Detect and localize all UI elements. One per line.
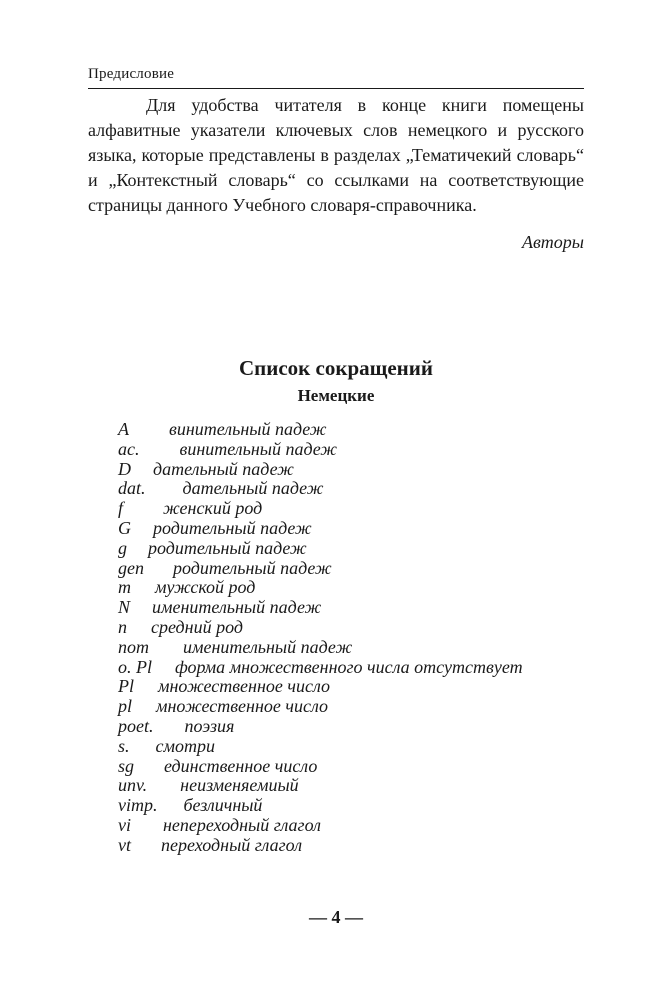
abbreviation-entry bbox=[118, 499, 523, 519]
abbreviation-term: A bbox=[118, 419, 129, 439]
abbreviation-entry bbox=[118, 519, 523, 539]
abbreviation-term: o. Pl bbox=[118, 656, 152, 677]
abbreviation-entry bbox=[118, 796, 523, 816]
abbreviation-meaning: дательный падеж bbox=[153, 458, 294, 479]
preface-paragraph: Для удобства читателя в конце книги помещены алфавитные указатели ключевых слов немецкого и русского языка, которые представлены в разделах „Тематичекий словарь“ и „Контекстный словарь“ со ссылками на соответствующие страницы данного Учебного словаря-справочника. bbox=[88, 95, 584, 215]
abbreviation-meaning: множественное число bbox=[158, 676, 331, 697]
page-number: — 4 — bbox=[309, 907, 363, 927]
abbreviation-term: dat. bbox=[118, 478, 146, 499]
abbreviation-meaning: дательный падеж bbox=[182, 478, 324, 499]
abbreviation-entry bbox=[118, 479, 523, 499]
abbreviation-entry bbox=[118, 737, 523, 757]
abbreviation-term: Pl bbox=[118, 676, 134, 697]
abbreviation-term: unv. bbox=[118, 775, 148, 796]
abbreviation-term: D bbox=[118, 458, 131, 479]
abbreviation-term: g bbox=[118, 537, 127, 558]
abbreviation-entry bbox=[118, 697, 523, 717]
abbreviation-entry bbox=[118, 836, 523, 856]
abbreviation-meaning: винительный падеж bbox=[169, 419, 327, 439]
abbreviation-meaning: женский род bbox=[163, 498, 263, 519]
section-title: Список сокращений bbox=[239, 356, 433, 380]
abbreviation-meaning: неизменяемиый bbox=[180, 775, 299, 796]
abbreviation-term: sg bbox=[118, 755, 135, 776]
abbreviation-list bbox=[118, 420, 523, 856]
abbreviation-meaning: непереходный глагол bbox=[163, 814, 321, 835]
abbreviation-term: vi bbox=[118, 814, 131, 835]
abbreviation-term: gen bbox=[118, 557, 144, 578]
abbreviation-entry bbox=[118, 420, 523, 440]
abbreviation-meaning: именительный падеж bbox=[183, 636, 353, 657]
abbreviation-meaning: единственное число bbox=[164, 755, 318, 776]
abbreviation-term: m bbox=[118, 577, 131, 598]
abbreviation-meaning: родительный падеж bbox=[173, 557, 332, 578]
header-rule bbox=[88, 88, 584, 89]
abbreviation-term: s. bbox=[118, 735, 130, 756]
abbreviation-term: f bbox=[118, 498, 124, 519]
abbreviation-entry bbox=[118, 757, 523, 777]
abbreviation-meaning: форма множественного числа отсутствует bbox=[175, 656, 523, 677]
abbreviation-entry bbox=[118, 717, 523, 737]
abbreviation-term: vt bbox=[118, 834, 131, 855]
abbreviation-meaning: именительный падеж bbox=[152, 597, 322, 618]
abbreviation-entry bbox=[118, 598, 523, 618]
abbreviation-term: poet. bbox=[118, 715, 154, 736]
abbreviation-meaning: множественное число bbox=[156, 696, 329, 717]
abbreviation-entry bbox=[118, 776, 523, 796]
abbreviation-meaning: мужской род bbox=[155, 577, 256, 598]
abbreviation-entry bbox=[118, 578, 523, 598]
abbreviation-entry bbox=[118, 559, 523, 579]
abbreviation-entry bbox=[118, 677, 523, 697]
abbreviation-term: nom bbox=[118, 636, 149, 657]
abbreviation-entry bbox=[118, 638, 523, 658]
abbreviation-entry bbox=[118, 539, 523, 559]
abbreviation-term: pl bbox=[118, 696, 133, 717]
running-head: Предисловие bbox=[88, 66, 175, 82]
abbreviation-meaning: смотри bbox=[155, 735, 215, 756]
abbreviation-term: G bbox=[118, 517, 131, 538]
abbreviation-entry bbox=[118, 618, 523, 638]
abbreviation-term: vimp. bbox=[118, 795, 158, 816]
abbreviation-meaning: переходный глагол bbox=[161, 834, 303, 855]
abbreviation-meaning: безличный bbox=[183, 795, 263, 816]
authors-signature: Авторы bbox=[522, 232, 584, 252]
abbreviation-meaning: поэзия bbox=[184, 715, 235, 736]
abbreviation-meaning: родительный падеж bbox=[153, 517, 312, 538]
abbreviation-term: N bbox=[118, 597, 131, 618]
abbreviation-entry bbox=[118, 658, 523, 678]
abbreviation-term: n bbox=[118, 616, 127, 637]
abbreviation-entry bbox=[118, 440, 523, 460]
abbreviation-meaning: родительный падеж bbox=[148, 537, 307, 558]
abbreviation-entry bbox=[118, 816, 523, 836]
abbreviation-meaning: винительный падеж bbox=[179, 438, 338, 459]
abbreviation-term: ac. bbox=[118, 438, 140, 459]
abbreviation-entry bbox=[118, 460, 523, 480]
abbreviation-meaning: средний род bbox=[151, 616, 243, 637]
subsection-title: Немецкие bbox=[297, 386, 375, 405]
